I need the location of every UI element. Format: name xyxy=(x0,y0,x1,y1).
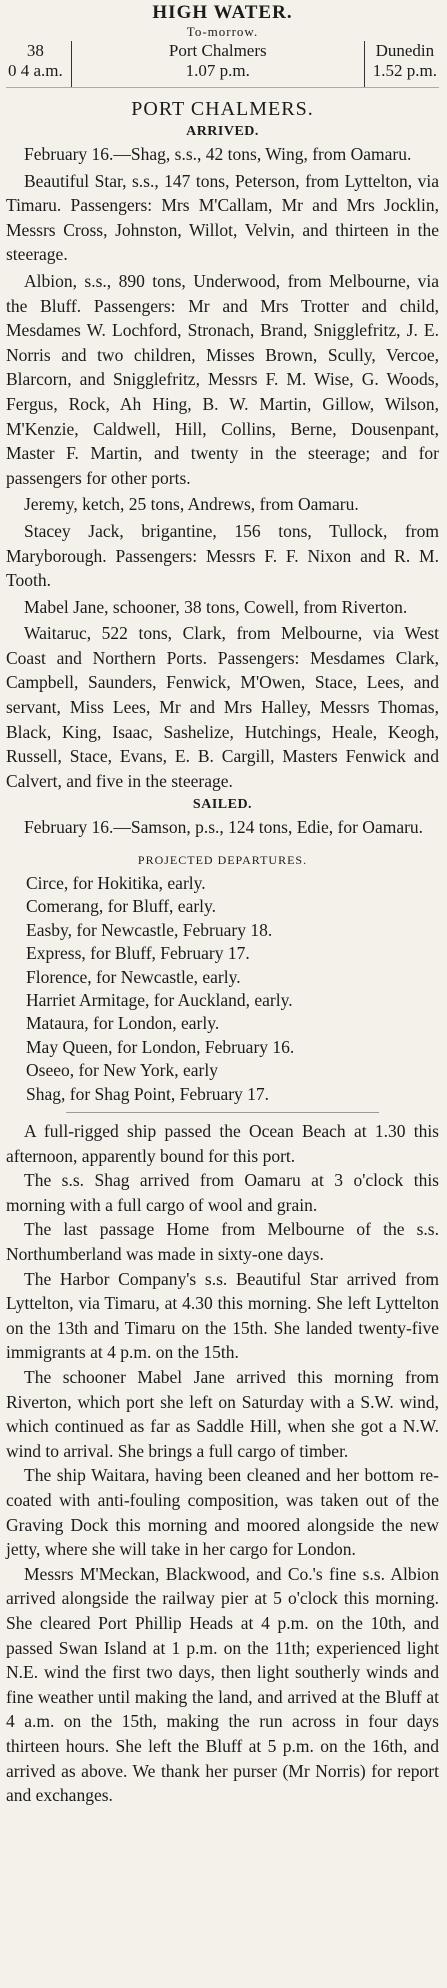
sailed-heading: SAILED. xyxy=(192,797,253,813)
arrival-entry: February 16.—Shag, s.s., 42 tons, Wing, from Oamaru. xyxy=(24,144,412,164)
news-paragraph: The schooner Mabel Jane arrived this morning from Riverton, which port she left on Saturday with a S.W. wind, which continued as far as Saddle Hill, when she got a N.W. wind to arrival. She brings a full cargo of timber. xyxy=(6,1367,439,1461)
tide-title: HIGH WATER. xyxy=(152,2,293,23)
sailed-entry: February 16.—Samson, p.s., 124 tons, Edie, for Oamaru. xyxy=(24,817,424,838)
tide-col-label: Port Chalmers xyxy=(168,41,267,60)
departure-item: Comerang, for Bluff, early. xyxy=(26,896,217,917)
arrival-entry: Jeremy, ketch, 25 tons, Andrews, from Oamaru. xyxy=(24,494,359,515)
departures-heading: PROJECTED DEPARTURES. xyxy=(137,853,308,868)
tide-col-time: 1.52 p.m. xyxy=(372,61,437,80)
tide-table xyxy=(6,41,439,88)
tide-col-time: 0 4 a.m. xyxy=(8,61,63,80)
arrival-entry: Mabel Jane, schooner, 38 tons, Cowell, from Riverton. xyxy=(24,596,408,617)
tide-col-2 xyxy=(71,41,365,87)
tide-subtitle: To-morrow. xyxy=(186,24,259,39)
departure-item: Oseeo, for New York, early xyxy=(26,1060,218,1081)
news-paragraph: Messrs M'Meckan, Blackwood, and Co.'s fine s.s. Albion arrived alongside the railway pier at 5 o'clock this morning. She cleared Port Phillip Heads at 4 p.m. on the 10th, and passed Swan Island at 1 p.m. on the 11th; experienced light N.E. wind the first two days, then light southerly winds and fine weather until making the land, and arrived at the Bluff at 4 a.m. on the 15th, making the run across in four days thirteen hours. She left the Bluff at 5 p.m. on the 16th, and arrived as above. We thank her purser (Mr Norris) for report and exchanges. xyxy=(6,1563,439,1806)
departure-item: Shag, for Shag Point, February 17. xyxy=(26,1083,270,1104)
tide-col-time: 1.07 p.m. xyxy=(185,61,250,80)
departure-item: May Queen, for London, February 16. xyxy=(26,1036,295,1057)
section-title: PORT CHALMERS. xyxy=(131,98,314,120)
departure-item: Harriet Armitage, for Auckland, early. xyxy=(26,990,293,1011)
tide-col-label: 38 xyxy=(26,41,44,60)
departure-item: Easby, for Newcastle, February 18. xyxy=(26,919,273,940)
section-divider xyxy=(66,1112,379,1113)
arrival-entry: Albion, s.s., 890 tons, Underwood, from Melbourne, via the Bluff. Passengers: Mr and Mrs Trotter and child, Mesdames W. Lochford, Stronach, Brand, Snigglefritz, J. E. Norris and two children, Misses Brown, Scully, Vercoe, Blarcorn, and Snigglefritz, Messrs F. M. Wise, G. Woods, Fergus, Rock, Ah Hing, B. W. Martin, Gillow, Wilson, M'Kenzie, Caldwell, Hill, Collins, Berne, Dousenpant, Master F. Martin, and twenty in the steerage; and for passengers for other ports. xyxy=(6,270,439,488)
tide-col-1 xyxy=(6,41,65,87)
arrival-entry: Waitaruc, 522 tons, Clark, from Melbourne, via West Coast and Northern Ports. Passengers: Mesdames Clark, Campbell, Saunders, Fenwick, M'Owen, Stace, Lees, and servant, Miss Lees, Mr and Mrs Halley, Messrs Thomas, Black, King, Isaac, Sashelize, Hutchings, Heale, Keogh, Russell, Stace, Evans, E. B. Cargill, Masters Fenwick and Calvert, and five in the steerage. xyxy=(6,623,439,791)
news-paragraph: A full-rigged ship passed the Ocean Beach at 1.30 this afternoon, apparently bound for this port. xyxy=(6,1121,439,1166)
departure-item: Mataura, for London, early. xyxy=(26,1013,220,1034)
news-paragraph: The last passage Home from Melbourne of the s.s. Northumberland was made in sixty-one days. xyxy=(6,1219,439,1265)
departures-list xyxy=(6,872,439,1106)
news-paragraph: The ship Waitara, having been cleaned and her bottom re-coated with anti-fouling composition, was taken out of the Graving Dock this morning and moored alongside the new jetty, where she will take in her cargo for London. xyxy=(6,1465,439,1560)
arrival-entry: Beautiful Star, s.s., 147 tons, Peterson, from Lyttelton, via Timaru. Passengers: Mrs M'Callam, Mr and Mrs Jocklin, Messrs Cross, Johnston, Willot, Velvin, and thirteen in the steerage. xyxy=(6,170,439,265)
arrived-heading: ARRIVED. xyxy=(186,124,259,139)
departure-item: Express, for Bluff, February 17. xyxy=(26,943,250,964)
news-paragraph: The s.s. Shag arrived from Oamaru at 3 o'clock this morning with a full cargo of wool and grain. xyxy=(6,1170,439,1215)
arrival-entry: Stacey Jack, brigantine, 156 tons, Tullock, from Maryborough. Passengers: Messrs F. F. Nixon and R. M. Tooth. xyxy=(6,520,439,591)
news-paragraph: The Harbor Company's s.s. Beautiful Star arrived from Lyttelton, via Timaru, at 4.30 this morning. She left Lyttelton on the 13th and Timaru on the 15th. She landed twenty-five immigrants at 4 p.m. on the 15th. xyxy=(6,1268,439,1363)
departure-item: Florence, for Newcastle, early. xyxy=(26,966,241,987)
departure-item: Circe, for Hokitika, early. xyxy=(26,873,206,894)
tide-col-label: Dunedin xyxy=(375,41,435,60)
tide-col-3 xyxy=(371,41,439,87)
